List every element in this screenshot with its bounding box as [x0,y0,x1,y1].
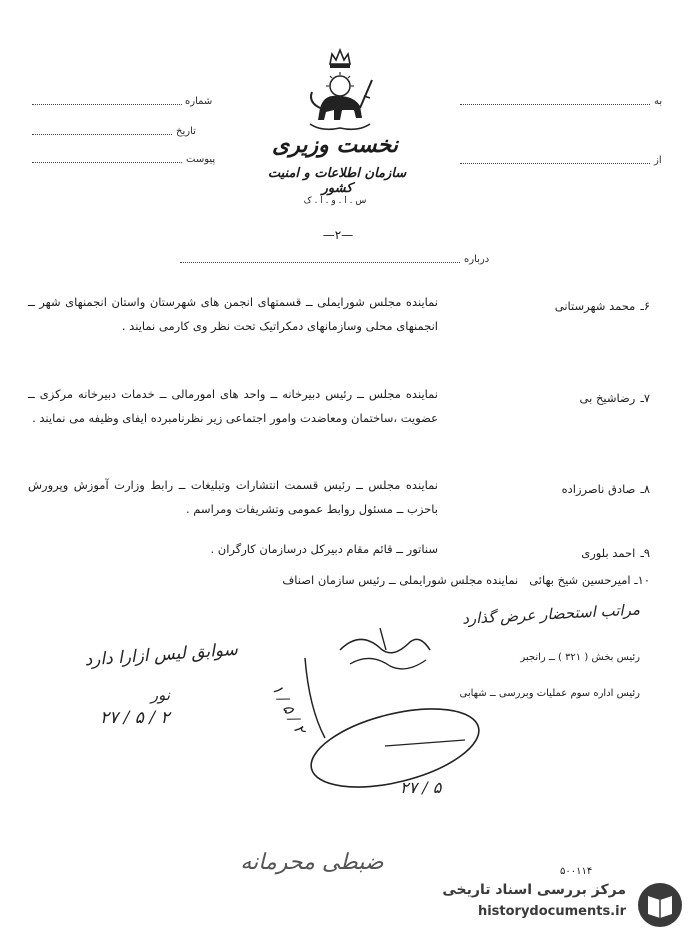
item-description: نماینده مجلس شورایملی ــ رئیس سازمان اصناف [282,573,519,587]
left-handwritten-date: ۲۷ / ۵ / ۲ [100,708,170,728]
org-subtitle: سازمان اطلاعات و امنیت کشور [267,166,407,196]
number-label: شماره [185,96,213,107]
item-description: نماینده مجلس ــ رئیس قسمت انتشارات وتبلیغات ــ رابط وزارت آموزش وپرورش باحزب ــ مسئول روابط عمومی وتشریفات ومراسم . [28,478,438,516]
item-number: ۱۰ـ [634,573,650,587]
list-item [440,295,650,314]
signature-line-1: رئیس بخش ( ۳۲۱ ) ــ رانجبر [520,652,640,663]
subject-label: درباره [464,254,490,265]
org-title: نخست وزیری [272,132,398,158]
item-name: محمد شهرستانی [554,299,636,313]
item-number: ۷ـ [640,391,650,405]
loop-scribble-icon [285,648,485,798]
item-number: ۶ـ [640,299,650,313]
list-item [440,387,650,406]
left-handwritten-note: سوابق لیس ازارا دارد [83,639,239,671]
archive-scrawl: ضبطی محرمانه [240,850,384,875]
attachment-label: پیوست [186,154,216,165]
item-name: صادق ناصرزاده [561,482,636,496]
item-name: رضاشیخ بی [579,391,636,405]
to-label: به [654,96,663,107]
bottom-date: ۲۷ / ۵ [400,778,442,797]
lion-and-sun-emblem-icon [302,46,378,132]
item-number: ۹ـ [640,546,650,560]
item-number: ۸ـ [640,482,650,496]
item-name: احمد بلوری [581,546,636,560]
watermark-site-url: historydocuments.ir [477,904,626,919]
list-item [440,542,650,561]
item-description: نماینده مجلس شورایملی ــ قسمتهای انجمن های شهرستان واستان انجمنهای شهر ــ انجمنهای محلی وسازمانهای دمکراتیک تحت نظر وی کارمی نمایند . [28,295,438,333]
book-logo-icon [634,880,686,930]
item-name: امیرحسین شیخ بهائی [529,573,631,587]
item-description: سناتور ــ قائم مقام دبیرکل درسازمان کارگران . [210,542,438,556]
handwritten-note: مراتب استحضار عرض گذارد [461,600,641,628]
signature-line-2: رئیس اداره سوم عملیات وبررسی ــ شهابی [459,688,640,699]
watermark-site-name: مرکز بررسی اسناد تاریخی [442,882,626,898]
from-label: از [654,155,662,166]
document-reference: ۵۰۰۱۱۴ [560,866,593,877]
list-item [440,478,650,497]
page-number: —۲— [322,228,354,242]
reference-code: س . ا . و . ا . ک [303,196,367,206]
date-label: تاریخ [176,126,196,137]
watermark [420,880,690,930]
left-handwritten-sub: نور [150,686,170,704]
list-item [140,568,650,592]
diagonal-date: ۱ / ۵ / ۲ [268,681,310,737]
item-description: نماینده مجلس ــ رئیس دبیرخانه ــ واحد های امورمالی ــ خدمات دبیرخانه مرکزی ــ عضویت ،ساختمان ومعاضدت وامور اجتماعی زیر نظرنامبرده ایفای وظیفه می نمایند . [28,387,438,425]
